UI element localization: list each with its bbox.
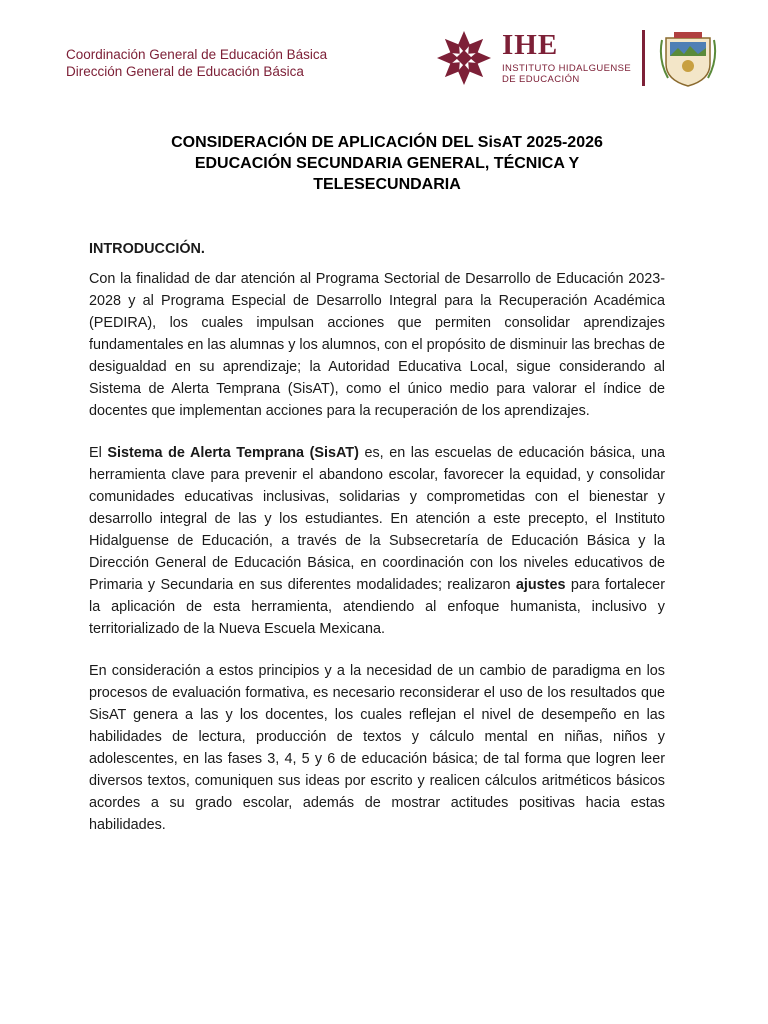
logo-title: IHE (502, 29, 559, 61)
logo-subtitle-line-2: DE EDUCACIÓN (502, 73, 580, 85)
logo-subtitle (502, 64, 631, 85)
org-line-direction: Dirección General de Educación Básica (66, 64, 304, 79)
coat-of-arms-icon (658, 30, 718, 88)
paragraph-2-part-3: para fortalecer la aplicación de esta herramienta, atendiendo al enfoque humanista, inclusivo y territorializado de la Nueva Escuela Mexicana. (89, 577, 665, 637)
paragraph-2-part-2: es, en las escuelas de educación básica, una herramienta clave para prevenir el abandono escolar, favorecer la equidad, y consolidar comunidades educativas inclusivas, solidarias y comprometidas con el bienestar y desarrollo integral de las y los estudiantes. En atención a este precepto, el Instituto Hidalguense de Educación, a través de la Subsecretaría de Educación Básica y la Dirección General de Educación Básica, en coordinación con los niveles educativos de Primaria y Secundaria en sus diferentes modalidades; realizaron (89, 445, 665, 593)
logo-divider (642, 30, 645, 86)
paragraph-2-part-1: El (89, 445, 108, 461)
document-title (90, 132, 684, 195)
section-heading-introduccion: INTRODUCCIÓN. (89, 241, 205, 257)
paragraph-1: Con la finalidad de dar atención al Programa Sectorial de Desarrollo de Educación 2023-2028 y al Programa Especial de Desarrollo Integral para la Recuperación Académica (PEDIRA), los cuales impulsan acciones que permiten consolidar aprendizajes fundamentales en las alumnas y los alumnos, con el propósito de disminuir las brechas de desigualdad en su aprendizaje; la Autoridad Educativa Local, sigue considerando al Sistema de Alerta Temprana (SisAT), como el único medio para valorar el índice de docentes que implementan acciones para la recuperación de los aprendizajes. (89, 271, 665, 419)
org-line-coordination: Coordinación General de Educación Básica (66, 47, 328, 62)
page-header (0, 0, 768, 105)
organization-names (66, 46, 327, 80)
title-line-2: EDUCACIÓN SECUNDARIA GENERAL, TÉCNICA Y (194, 155, 580, 172)
paragraph-2-bold-sisat: Sistema de Alerta Temprana (SisAT) (107, 445, 359, 461)
document-body (89, 238, 665, 856)
title-line-3: TELESECUNDARIA (313, 176, 461, 193)
paragraph-2 (89, 442, 665, 640)
paragraph-2-bold-ajustes: ajustes (515, 577, 566, 593)
title-line-1: CONSIDERACIÓN DE APLICACIÓN DEL SisAT 2025-2026 (171, 134, 603, 151)
paragraph-3: En consideración a estos principios y a la necesidad de un cambio de paradigma en los procesos de evaluación formativa, es necesario reconsiderar el uso de los resultados que SisAT genera a las y los docentes, los cuales reflejan el nivel de desempeño en las habilidades de lectura, producción de textos y cálculo mental en niñas, niños y adolescentes, en las fases 3, 4, 5 y 6 de educación básica; de tal forma que logren leer diversos textos, comuniquen sus ideas por escrito y realicen cálculos aritméticos básicos acordes a su grado escolar, además de mostrar actitudes positivas hacia estas habilidades. (89, 663, 665, 833)
logo-subtitle-line-1: INSTITUTO HIDALGUENSE (502, 63, 632, 74)
ihe-logo-icon (436, 30, 492, 86)
